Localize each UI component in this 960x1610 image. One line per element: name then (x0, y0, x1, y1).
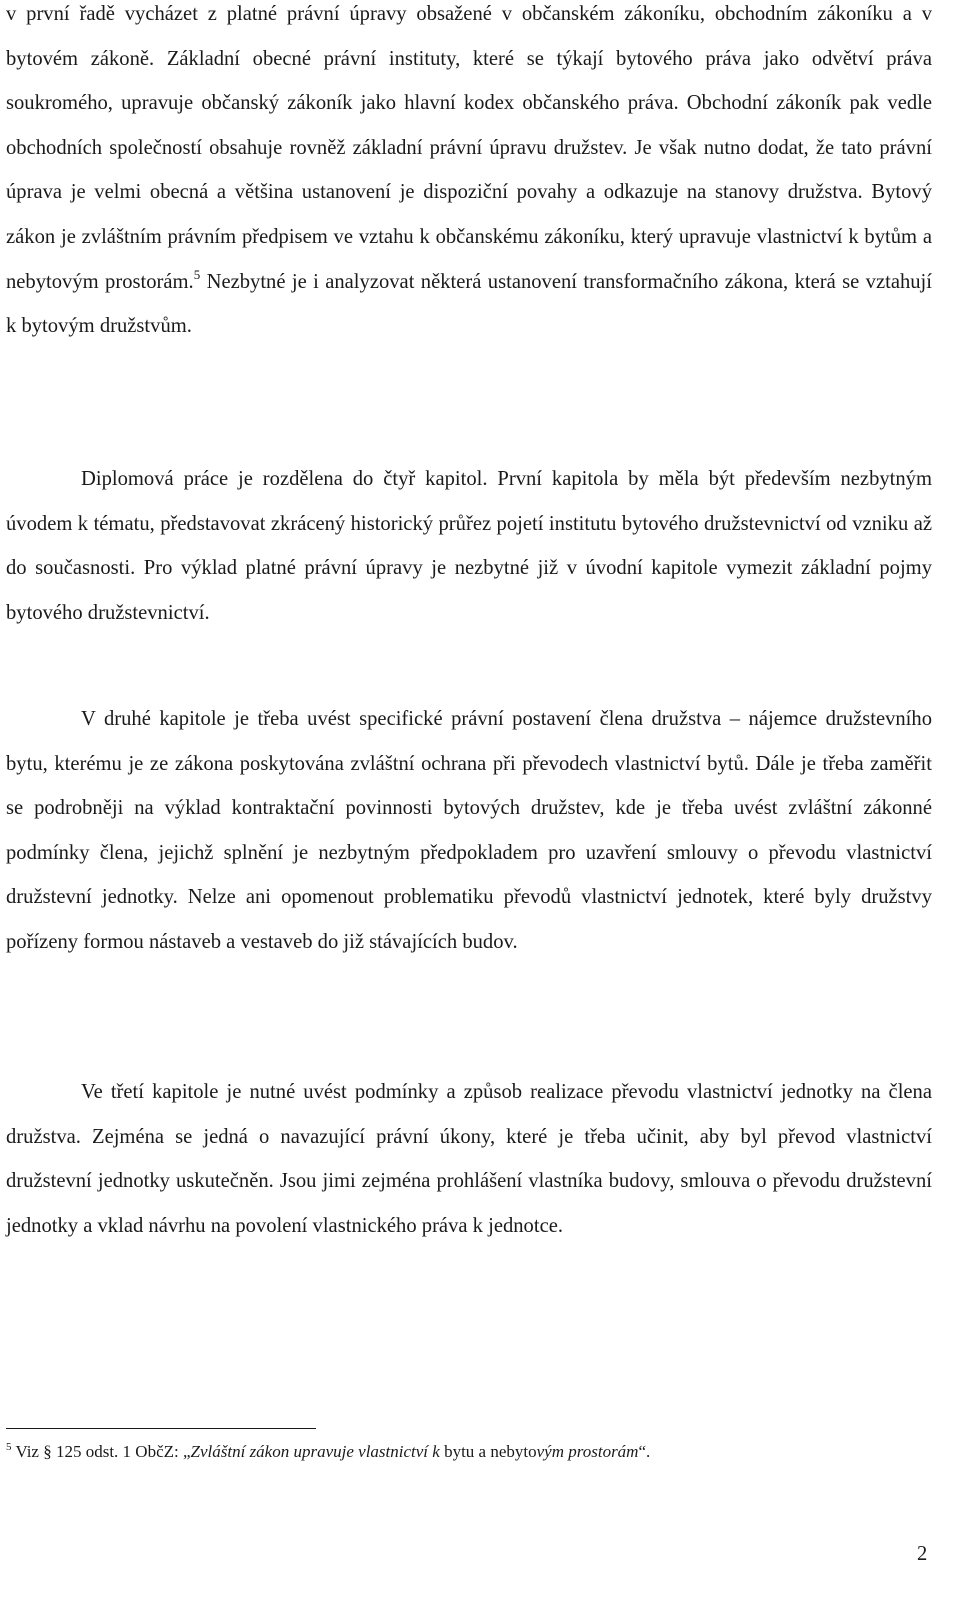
footnote-number: 5 (6, 1441, 12, 1453)
footnote-text: bytu a nebyto (439, 1442, 537, 1461)
paragraph-text: v první řadě vycházet z platné právní úpravy obsažené v občanském zákoníku, obchodním zákoníku a v bytovém zákoně. Základní obecné právní instituty, které se týkají bytového práva jako odvětví práva soukromého, upravuje občanský zákoník jako hlavní kodex občanského práva. Obchodní zákoník pak vedle obchodních společností obsahuje rovněž základní právní úpravu družstev. Je však nutno dodat, že tato právní úprava je velmi obecná a většina ustanovení je dispoziční povahy a odkazuje na stanovy družstva. Bytový zákon je zvláštním právním předpisem ve vztahu k občanskému zákoníku, který upravuje vlastnictví k bytům a nebytovým prostorám. (6, 3, 932, 293)
footnote-text: “. (638, 1442, 651, 1461)
footnote-separator (6, 1428, 316, 1429)
body-paragraph-3: V druhé kapitole je třeba uvést specifické právní postavení člena družstva – nájemce družstevního bytu, kterému je ze zákona poskytována zvláštní ochrana při převodech vlastnictví bytů. Dále je třeba zaměřit se podrobněji na výklad kontraktační povinnosti bytových družstev, kde je třeba uvést zvláštní zákonné podmínky člena, jejichž splnění je nezbytným předpokladem pro uzavření smlouvy o převodu vlastnictví družstevní jednotky. Nelze ani opomenout problematiku převodů vlastnictví jednotek, které byly družstvy pořízeny formou nástaveb a vestaveb do již stávajících budov. (6, 708, 932, 953)
body-paragraph-1 (6, 0, 932, 349)
body-paragraph-4: Ve třetí kapitole je nutné uvést podmínky a způsob realizace převodu vlastnictví jednotky na člena družstva. Zejména se jedná o navazující právní úkony, které je třeba učinit, aby byl převod vlastnictví družstevní jednotky uskutečněn. Jsou jimi zejména prohlášení vlastníka budovy, smlouva o převodu družstevní jednotky a vklad návrhu na povolení vlastnického práva k jednotce. (6, 1081, 932, 1237)
footnote-quote-italic: vým prostorám (536, 1442, 639, 1461)
footnote-text: Viz § 125 odst. 1 ObčZ: „ (11, 1442, 191, 1461)
page-number: 2 (917, 1543, 928, 1565)
footnote-quote-italic: Zvláštní zákon upravuje vlastnictví k (190, 1442, 440, 1461)
paragraph-text: Nezbytné je i analyzovat některá ustanovení transformačního zákona, která se vztahují k bytovým družstvům. (6, 270, 932, 338)
body-paragraph-2: Diplomová práce je rozdělena do čtyř kapitol. První kapitola by měla být především nezbytným úvodem k tématu, představovat zkrácený historický průřez pojetí institutu bytového družstevnictví od vzniku až do současnosti. Pro výklad platné právní úpravy je nezbytné již v úvodní kapitole vymezit základní pojmy bytového družstevnictví. (6, 468, 932, 624)
footnote-reference: 5 (193, 266, 201, 282)
footnote (6, 1441, 926, 1463)
